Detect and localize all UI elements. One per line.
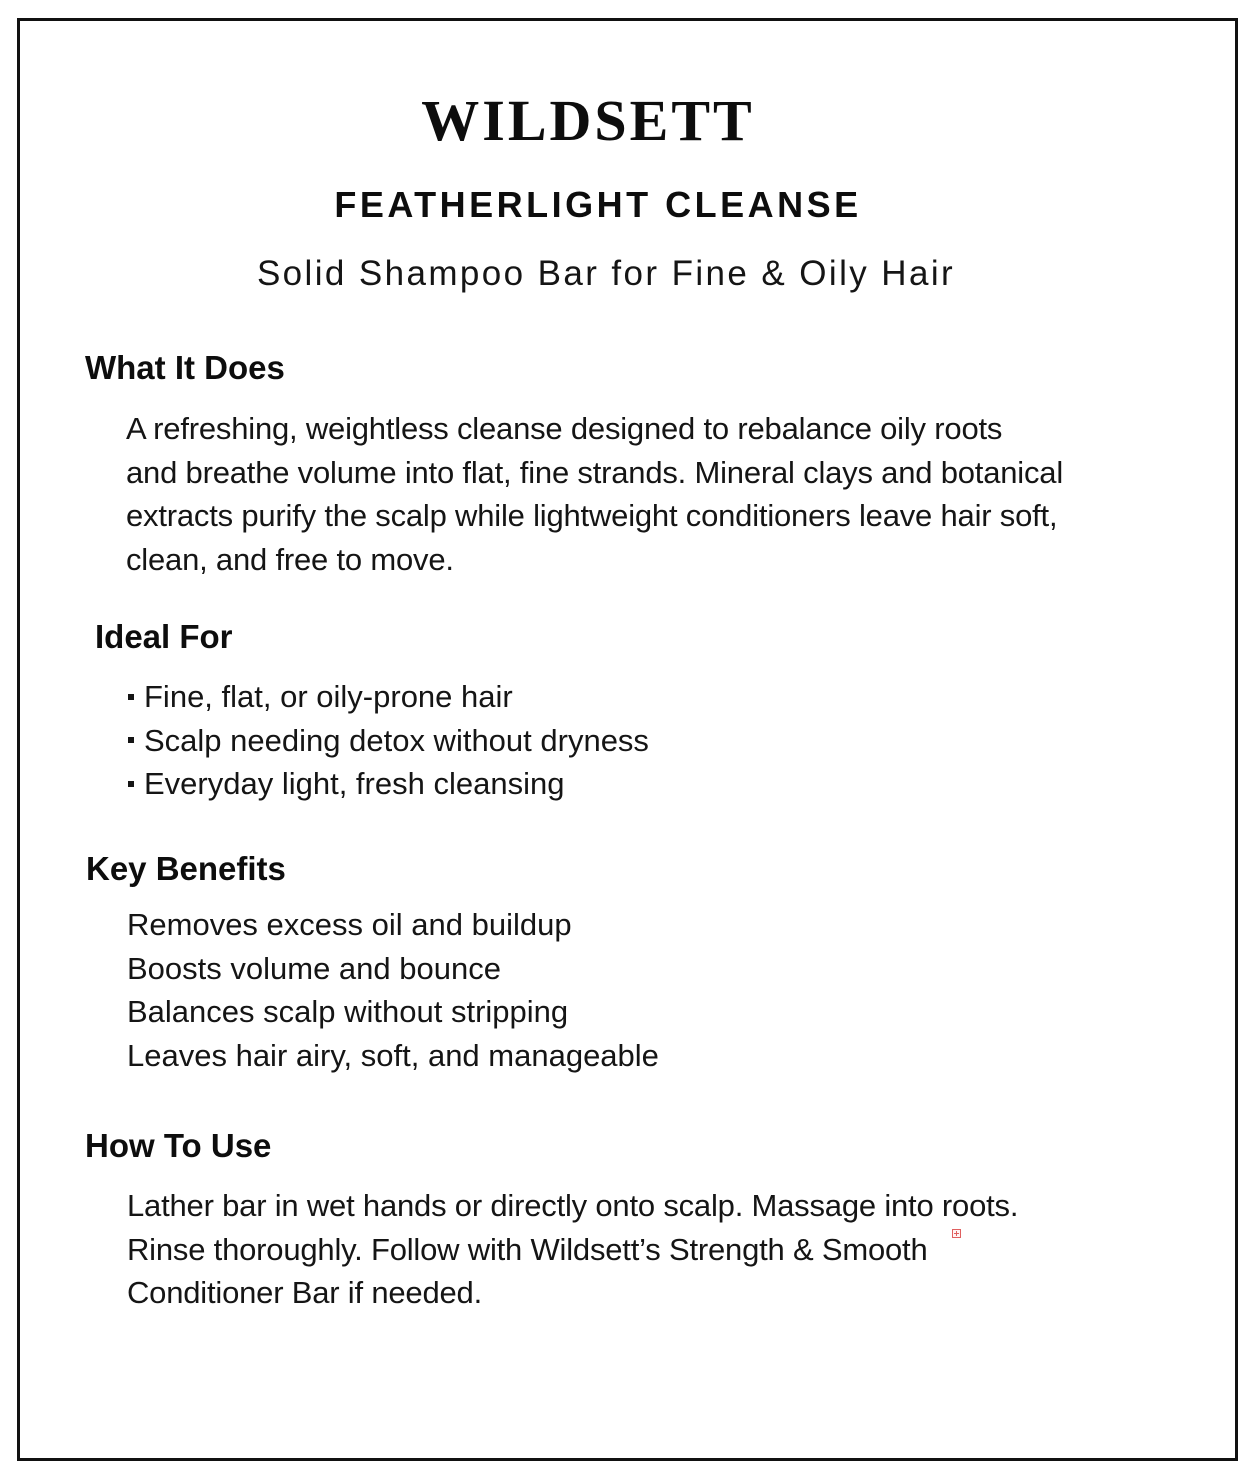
paragraph-line: A refreshing, weightless cleanse designed to rebalance oily roots — [126, 411, 1003, 446]
heading-what-it-does: What It Does — [85, 349, 285, 386]
ideal-for-list — [128, 675, 649, 806]
paragraph-line: extracts purify the scalp while lightweight conditioners leave hair soft, — [126, 498, 1058, 533]
list-item — [128, 719, 649, 763]
heading-key-benefits: Key Benefits — [86, 850, 286, 887]
list-item: Boosts volume and bounce — [127, 950, 501, 986]
paragraph-line: and breathe volume into flat, fine strands. Mineral clays and botanical — [126, 454, 1064, 490]
product-subtitle: Solid Shampoo Bar for Fine & Oily Hair — [256, 254, 956, 293]
list-item: Removes excess oil and buildup — [127, 907, 572, 942]
list-item — [128, 762, 649, 806]
how-to-use-paragraph — [127, 1184, 1177, 1315]
bullet-square-icon — [128, 694, 134, 700]
what-it-does-paragraph — [126, 407, 1176, 581]
paragraph-line: Conditioner Bar if needed. — [127, 1275, 482, 1310]
list-item — [128, 675, 649, 719]
list-item-text: Fine, flat, or oily-prone hair — [144, 679, 513, 714]
paragraph-line: Rinse thoroughly. Follow with Wildsett’s Strength & Smooth — [127, 1231, 928, 1267]
list-item: Balances scalp without stripping — [127, 994, 569, 1029]
annotation-plus-icon[interactable] — [952, 1229, 961, 1238]
heading-how-to-use: How To Use — [85, 1127, 272, 1164]
brand-logo-text: WILDSETT — [421, 88, 755, 153]
list-item-text: Scalp needing detox without dryness — [144, 722, 649, 758]
bullet-square-icon — [128, 781, 134, 787]
product-name: FEATHERLIGHT CLEANSE — [334, 184, 862, 225]
paragraph-line: clean, and free to move. — [126, 541, 454, 577]
heading-ideal-for: Ideal For — [95, 618, 233, 655]
paragraph-line: Lather bar in wet hands or directly onto scalp. Massage into roots. — [127, 1188, 1019, 1223]
bullet-square-icon — [128, 737, 134, 743]
list-item: Leaves hair airy, soft, and manageable — [127, 1037, 659, 1073]
key-benefits-list — [127, 903, 659, 1077]
list-item-text: Everyday light, fresh cleansing — [144, 766, 565, 801]
